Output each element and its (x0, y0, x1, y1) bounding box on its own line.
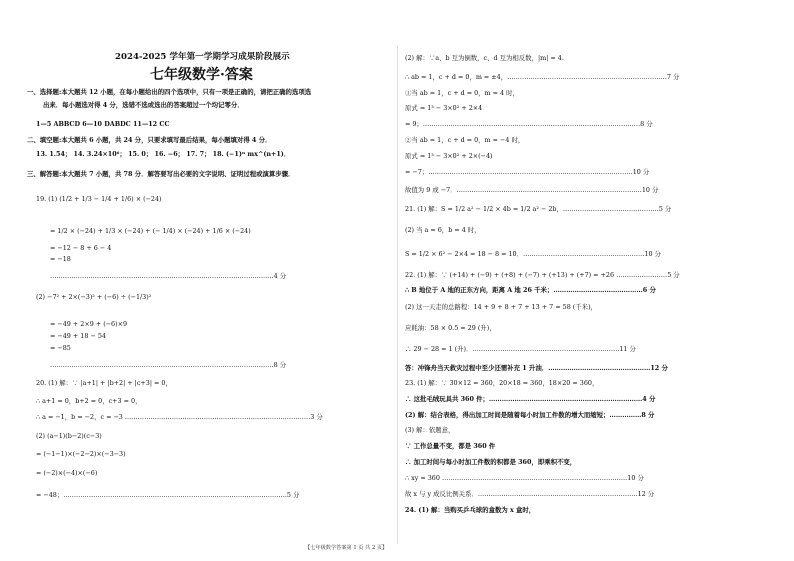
answer-line: = (−1−1)×(−2−2)×(−3−3) (36, 450, 126, 458)
answer-line: ∴ a+1 = 0，b+2 = 0，c+3 = 0， (36, 397, 142, 405)
answer-line: (2) −7² + 2×(−3)² + (−6) ÷ (−1/3)² (36, 293, 152, 301)
answer-line: 21. (1) 解：S = 1/2 a² − 1/2 × 4b = 1/2 a² − 2b，………………………………………5 分 (405, 205, 672, 213)
answer-line: 故 x 与 y 成反比例关系．…………………………………………………………………12 分 (405, 490, 655, 498)
answer-line: ……………………………………………………………………………………………4 分 (50, 272, 287, 280)
answer-line: 13. 1.54； 14. 3.24×10⁶； 15. 0； 16. −6； 17. 7； 18. (−1)ⁿ mx^(n+1)． (36, 150, 291, 158)
page-footer: 【七年级数学答案第 1 页 共 2 页】 (305, 545, 388, 551)
answer-line: (3) 解：依题意， (405, 426, 455, 434)
answer-line: = −12 − 8 + 6 − 4 (50, 244, 112, 252)
answer-line: ∴ 加工时间与每小时加工件数的积都是 360，即乘积不变， (405, 458, 577, 466)
answer-line: 原式 = 1³ − 3×0² + 2×(−4) (405, 152, 493, 160)
answer-line: 23. (1) 解：∵ 30×12 = 360，20×18 = 360，18×20 = 360， (405, 379, 599, 387)
answer-line: (2) 当 a = 6，b = 4 时， (405, 226, 481, 234)
answer-line: 一、选择题:本大题共 12 小题，在每小题给出的四个选项中，只有一项是正确的，请把正确的选项选 (27, 88, 312, 96)
answer-line: ∴ B 地位于 A 地的正东方向，距离 A 地 26 千米；……………………………………6 分 (405, 286, 656, 294)
answer-line: 二、填空题:本大题共 6 小题，共 24 分，只要求填写最后结果，每小题填对得 4 分． (27, 136, 272, 144)
answer-line: ……………………………………………………………………………………………8 分 (50, 361, 287, 369)
answer-line: ①当 ab = 1，c + d = 0，m = 4 时， (405, 89, 519, 97)
answer-line: (2) 解：∵a、b 互为倒数，c、d 互为相反数，|m| = 4. (405, 54, 564, 62)
answer-line: ②当 ab = 1，c + d = 0，m = −4 时， (405, 136, 525, 144)
answer-line: 24. (1) 解：当购买乒乓球的盒数为 x 盒时， (405, 506, 536, 514)
answer-line: S = 1/2 × 6² − 2×4 = 18 − 8 = 10．…………………………………………………10 分 (405, 250, 661, 258)
answer-line: ∴ xy = 360 ……………………………………………………………………………10 分 (405, 474, 644, 482)
answer-line: 22. (1) 解：∵ (+14) + (−9) + (+8) + (−7) + (+13) + (+7) = +26 ……………………5 分 (405, 271, 680, 279)
answer-line: ∵ 工作总量不变，都是 360 件 (405, 442, 496, 450)
answer-line: = −49 + 18 − 54 (50, 332, 106, 340)
answer-line: 故值为 9 或 −7．……………………………………………………………………………10 分 (405, 186, 659, 194)
column-divider (397, 46, 398, 544)
answer-line: ∴ a = −1，b = −2，c = −3 ……………………………………………………………………………3 分 (36, 413, 323, 421)
answer-line: = 9；…………………………………………………………………………………………8 分 (405, 120, 653, 128)
answer-line: = −85 (50, 344, 71, 352)
answer-line: 出来．每小题选对得 4 分，选错不选或选出的答案超过一个均记零分． (43, 101, 244, 109)
answer-line: = −18 (50, 255, 71, 263)
answer-line: = −49 + 2×9 + (−6)×9 (50, 320, 128, 328)
answer-line: (2) 解：结合表格，得出加工时间是随着每小时加工件数的增大而缩短；……………8 分 (405, 411, 655, 419)
answer-line: = −7；……………………………………………………………………………………10 分 (405, 168, 650, 176)
answer-line: 19. (1) (1/2 + 1/3 − 1/4 + 1/6) × (−24) (36, 195, 162, 203)
answer-line: ∴ ab = 1，c + d = 0，m = ±4，…………………………………………………………………7 分 (405, 73, 680, 81)
answer-line: (2) 这一天走的总路程：14 + 9 + 8 + 7 + 13 + 7 = 58 (千米)， (405, 303, 597, 311)
page-title: 2024-2025 学年第一学期学习成果阶段展示 (115, 52, 290, 62)
answer-line: = 1/2 × (−24) + 1/3 × (−24) + (− 1/4) × (−24) + 1/6 × (−24) (50, 227, 251, 235)
answer-line: 答：冲锋舟当天救灾过程中至少还需补充 1 升油．…………………………………………12 分 (405, 364, 668, 372)
page-subtitle: 七年级数学·答案 (150, 67, 253, 83)
answer-line: 20. (1) 解：∵ |a+1| + |b+2| + |c+3| = 0， (36, 379, 172, 387)
answer-line: 三、解答题:本大题共 7 小题，共 78 分．解答要写出必要的文字说明、证明过程或演算步骤． (27, 170, 295, 178)
answer-line: ∴ 这批毛绒玩具共 360 件；………………………………………………………………4 分 (405, 395, 656, 403)
answer-line: = −48；……………………………………………………………………………………………5 分 (36, 491, 300, 499)
answer-line: 1—5 ABBCD 6—10 DABDC 11—12 CC (36, 120, 170, 128)
answer-line: = (−2)×(−4)×(−6) (36, 469, 98, 477)
answer-line: 原式 = 1³ − 3×0² + 2×4 (405, 104, 483, 112)
answer-line: (2) (a−1)(b−2)(c−3) (36, 432, 102, 440)
answer-line: 应耗油：58 × 0.5 = 29 (升)， (405, 324, 496, 332)
answer-line: ∴ 29 − 28 = 1 (升)．……………………………………………………………11 分 (405, 345, 636, 353)
